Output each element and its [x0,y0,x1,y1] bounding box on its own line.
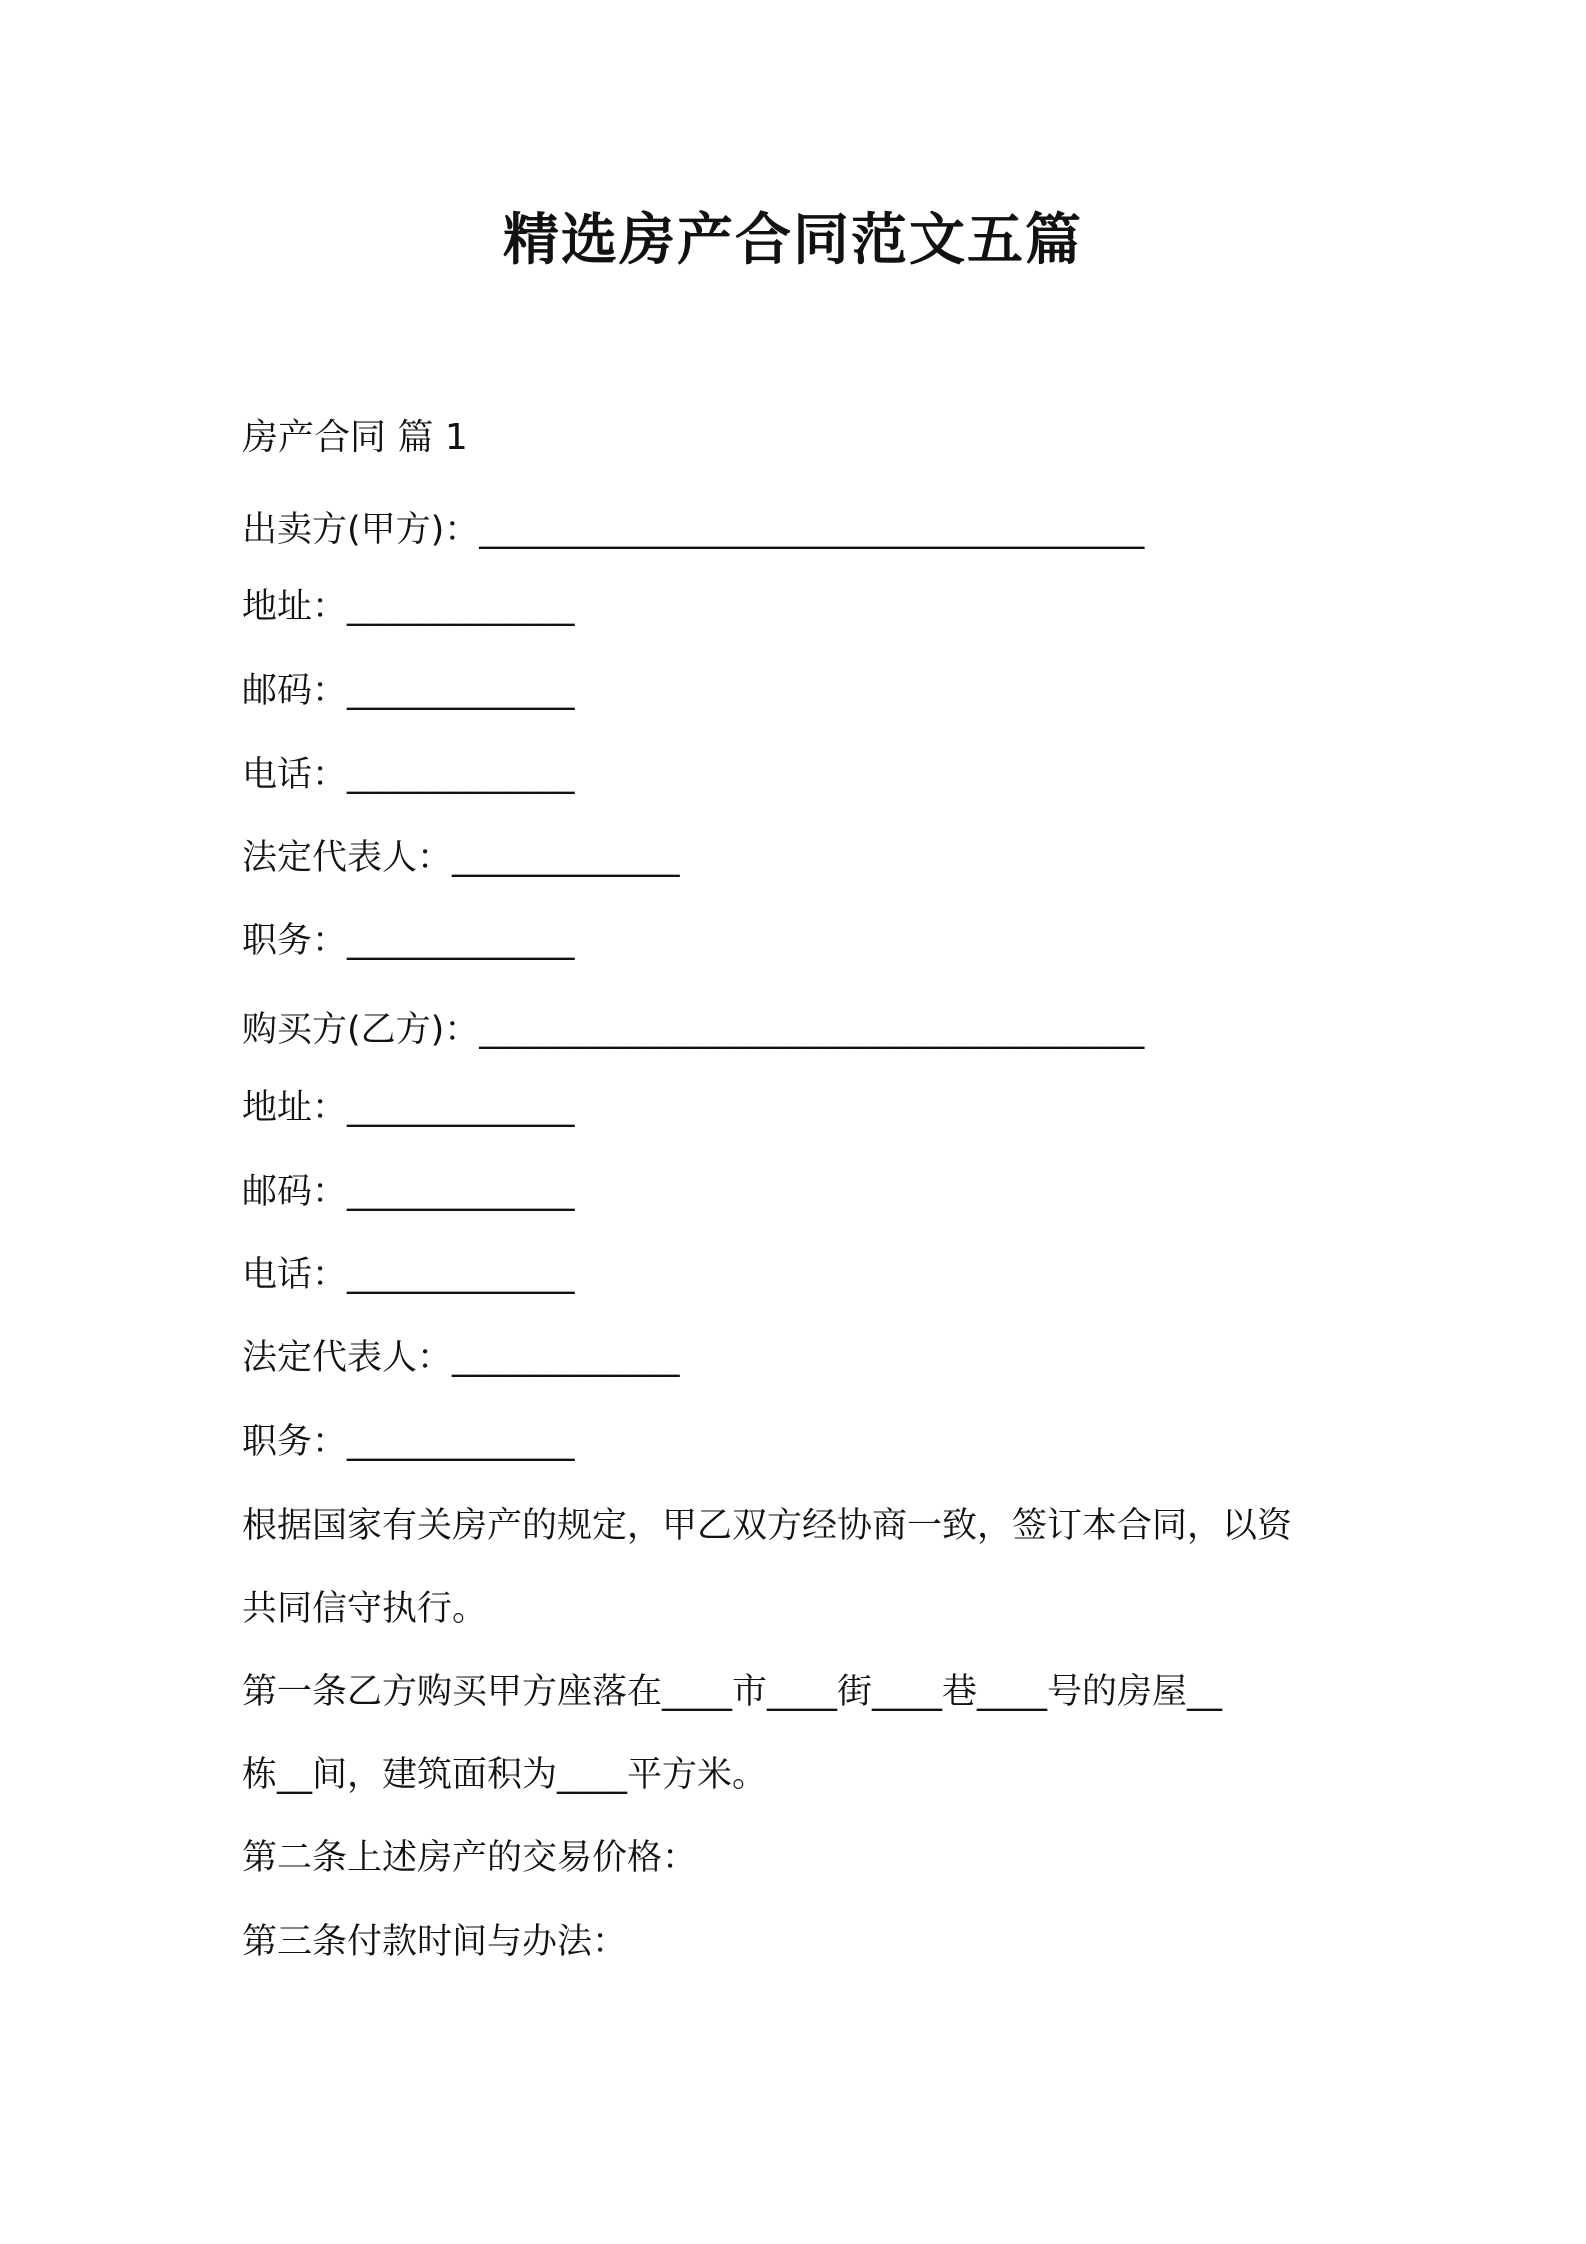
section-heading: 房产合同 篇 1 [242,417,468,458]
seller-position-field: 职务：_____________ [242,921,575,961]
buyer-address-field: 地址：_____________ [242,1088,575,1128]
seller-postcode-field: 邮码：_____________ [242,671,575,711]
seller-party-field: 出卖方(甲方)：______________________________________ [242,510,1145,550]
buyer-party-field: 购买方(乙方)：______________________________________ [242,1010,1145,1050]
buyer-position-field: 职务：_____________ [242,1422,575,1462]
article-3: 第三条付款时间与办法： [242,1922,628,1962]
preamble-line-2: 共同信守执行。 [242,1589,488,1629]
seller-address-field: 地址：_____________ [242,587,575,627]
seller-legal-rep-field: 法定代表人：_____________ [242,838,680,878]
preamble-line-1: 根据国家有关房产的规定，甲乙双方经协商一致，签订本合同，以资 [242,1506,1293,1546]
article-2: 第二条上述房产的交易价格： [242,1838,698,1878]
document-title: 精选房产合同范文五篇 [503,208,1083,273]
buyer-phone-field: 电话：_____________ [242,1255,575,1295]
buyer-legal-rep-field: 法定代表人：_____________ [242,1338,680,1378]
seller-phone-field: 电话：_____________ [242,755,575,795]
article-1-line-1: 第一条乙方购买甲方座落在____市____街____巷____号的房屋__ [242,1672,1223,1712]
article-1-line-2: 栋__间，建筑面积为____平方米。 [242,1755,768,1795]
buyer-postcode-field: 邮码：_____________ [242,1172,575,1212]
